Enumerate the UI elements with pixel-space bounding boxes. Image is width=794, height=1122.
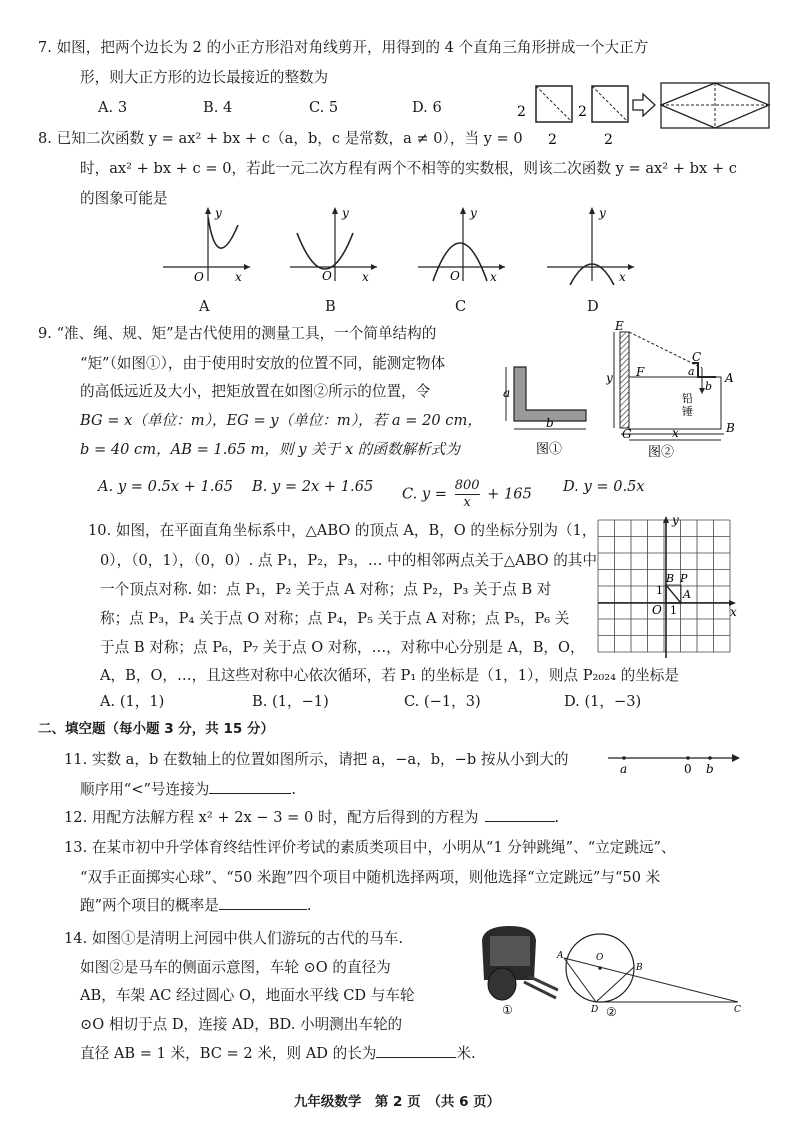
q14-center-dot: [598, 966, 602, 970]
q14-fig1-label: ①: [502, 1003, 513, 1017]
q8c-y-label: y: [470, 206, 477, 220]
q9-pt-a: A: [725, 371, 734, 385]
q14-line5: 直径 AB = 1 米，BC = 2 米，则 AD 的长为: [80, 1045, 377, 1062]
q10-option-d: D. (1，−3): [564, 693, 642, 710]
q9-fig2-y: y: [606, 371, 613, 385]
q9-figure2: [606, 318, 746, 460]
q11-line2-wrap: [80, 778, 296, 799]
q10-line6: A，B，O，…，且这些对称中心依次循环，若 P₁ 的坐标是（1，1），则点 P₂₀₂₄ 的坐标是: [100, 667, 679, 684]
q8d-y-label: y: [599, 206, 606, 220]
q8a-origin-label: O: [194, 270, 204, 284]
q9-line1: 9. “准、绳、规、矩”是古代使用的测量工具，一个简单结构的: [38, 325, 437, 342]
q9-fig2-caption: 图②: [648, 445, 675, 460]
page-footer: 九年级数学 第 2 页 （共 6 页）: [293, 1094, 501, 1110]
q8-graph-c: [415, 205, 510, 285]
q13-answer-blank[interactable]: [219, 895, 307, 910]
q11-line2: 顺序用“<”号连接为: [80, 781, 210, 798]
q13-line1: 13. 在某市初中升学体育终结性评价考试的素质类项目中，小明从“1 分钟跳绳”、“立定跳远”、: [64, 839, 676, 856]
q7-line2: 形，则大正方形的边长最接近的整数为: [80, 69, 329, 86]
q14-pt-o: O: [596, 953, 604, 963]
q9-fig1-caption: 图①: [536, 442, 563, 457]
q9-fig2-x: x: [672, 426, 679, 440]
q8c-y-arrow-icon: [460, 207, 466, 214]
q13-line3-wrap: [80, 894, 311, 915]
q8a-x-label: x: [235, 270, 242, 284]
q14-carriage-shaft-2: [524, 982, 556, 998]
q10-grid-lines: [598, 520, 730, 652]
q10-option-b: B. (1，−1): [252, 693, 329, 710]
q11-number-line: [604, 746, 744, 776]
q14-line2: 如图②是马车的侧面示意图，车轮 ⊙O 的直径为: [80, 959, 391, 976]
q9-figure1: [500, 355, 600, 460]
q14-line5-wrap: [80, 1042, 476, 1063]
q9-plumb-1: 铅: [682, 392, 693, 405]
q7-line1: 7. 如图，把两个边长为 2 的小正方形沿对角线剪开，用得到的 4 个直角三角形拼成一个大正方: [38, 39, 649, 56]
q10-one-y: 1: [656, 584, 663, 597]
q9-option-c: [402, 478, 532, 511]
q11-label-a: a: [620, 762, 628, 776]
q9-pt-e: E: [615, 319, 624, 333]
q8b-x-label: x: [362, 270, 369, 284]
q14-carriage-figure: [472, 918, 562, 1018]
q8-label-c: C: [455, 298, 467, 315]
q9-fig2-a: a: [688, 365, 695, 378]
q8b-origin-label: O: [322, 269, 332, 283]
q10-line2: 0），（0，1），（0，0）. 点 P₁，P₂，P₃，… 中的相邻两点关于△ABO 的其中: [100, 552, 597, 569]
q7-diagonal-1: [536, 86, 572, 122]
q11-line1: 11. 实数 a，b 在数轴上的位置如图所示，请把 a，−a，b，−b 按从小到大的: [64, 751, 569, 768]
q13-line2: “双手正面掷实心球”、“50 米跑”四个项目中随机选择两项，则他选择“立定跳远”与“50 米: [80, 869, 661, 886]
q14-line-bd: [596, 967, 634, 1002]
q10-origin-label: O: [652, 603, 662, 617]
q9-option-c-numerator: 800: [454, 478, 480, 493]
q8-line2: 时，ax² + bx + c = 0，若此一元二次方程有两个不相等的实数根，则该二次函数 y = ax² + bx + c: [80, 160, 737, 177]
q8-label-d: D: [587, 298, 599, 315]
q8b-x-arrow-icon: [371, 264, 377, 270]
q11-label-zero: 0: [684, 762, 692, 776]
q14-wheel-figure: [556, 930, 746, 1020]
q8a-parabola: [208, 217, 238, 248]
section2-title: 二、填空题（每小题 3 分，共 15 分）: [38, 721, 274, 737]
q8a-y-label: y: [215, 206, 222, 220]
q8d-y-arrow-icon: [589, 207, 595, 214]
q13-line3: 跑”两个项目的概率是: [80, 897, 219, 914]
q10-pt-a: A: [683, 588, 691, 601]
q10-one-x: 1: [670, 604, 677, 617]
q8-line3: 的图象可能是: [80, 190, 168, 207]
q9-fig2-b: b: [705, 380, 713, 393]
q7-fig-side-label-1: 2: [517, 104, 526, 120]
q14-end: 米.: [456, 1045, 476, 1062]
q9-option-c-prefix: C. y =: [402, 485, 452, 503]
q14-pt-c: C: [734, 1005, 741, 1015]
q8b-y-label: y: [342, 206, 349, 220]
q7-arrow-icon: [633, 94, 655, 116]
q7-fig-bottom-label-2: 2: [604, 132, 613, 148]
q9-option-c-denominator: x: [463, 495, 471, 510]
q9-line3: 的高低远近及大小，把矩放置在如图②所示的位置，令: [80, 383, 431, 400]
q7-fig-side-label-2: 2: [578, 104, 587, 120]
q8c-parabola: [433, 243, 487, 281]
q10-pt-b: B: [666, 572, 675, 585]
q8b-parabola: [297, 233, 353, 269]
q7-fig-bottom-label-1: 2: [548, 132, 557, 148]
q9-option-c-fraction: [455, 478, 480, 511]
q14-fig2-label: ②: [606, 1005, 617, 1019]
q14-line1: 14. 如图①是清明上河园中供人们游玩的古代的马车.: [64, 930, 403, 947]
q7-option-b: B. 4: [203, 99, 233, 116]
q8b-y-arrow-icon: [332, 207, 338, 214]
q14-pt-a: A: [557, 951, 564, 961]
q9-option-a: A. y = 0.5x + 1.65: [98, 478, 234, 495]
q9-plumb-2: 锤: [682, 405, 693, 418]
q11-answer-blank[interactable]: [209, 779, 291, 794]
q14-line4: ⊙O 相切于点 D，连接 AD，BD. 小明测出车轮的: [80, 1016, 403, 1033]
q11-arrow-icon: [732, 754, 740, 762]
q9-fig1-a-label: a: [503, 386, 511, 400]
q7-option-a: A. 3: [98, 99, 128, 116]
q11-label-b: b: [706, 762, 714, 776]
q12-line-wrap: [64, 806, 559, 827]
q9-line2: “矩”（如图①），由于使用时安放的位置不同，能测定物体: [80, 355, 446, 372]
q8-label-a: A: [199, 298, 210, 315]
q14-carriage-wheel: [488, 968, 516, 1000]
q10-pt-p: P: [680, 572, 688, 585]
q9-ruler-small: [692, 363, 716, 377]
q7-squares-figure: [515, 80, 775, 152]
q9-wall: [620, 332, 629, 428]
q8-graph-a: [160, 205, 255, 285]
q10-line5: 于点 B 对称；点 P₆，P₇ 关于点 O 对称，…，对称中心分别是 A，B，O，: [100, 639, 585, 656]
q7-option-d: D. 6: [412, 99, 442, 116]
q8d-x-label: x: [619, 270, 626, 284]
q8-graph-b: [287, 205, 382, 285]
q9-option-b: B. y = 2x + 1.65: [252, 478, 374, 495]
q10-line1: 10. 如图，在平面直角坐标系中，△ABO 的顶点 A，B，O 的坐标分别为（1，: [88, 522, 597, 539]
q8c-x-label: x: [490, 270, 497, 284]
q9-pt-f: F: [636, 365, 645, 379]
q10-grid-figure: [594, 512, 744, 662]
q9-line5: b = 40 cm，AB = 1.65 m，则 y 关于 x 的函数解析式为: [80, 441, 460, 458]
q11-dot-b: [708, 756, 712, 760]
q14-pt-b: B: [636, 963, 643, 973]
q10-square-outline: [666, 585, 681, 603]
q7-option-c: C. 5: [309, 99, 339, 116]
q9-pt-b: B: [726, 421, 735, 435]
q10-line4: 称；点 P₃，P₄ 关于点 O 对称；点 P₄，P₅ 关于点 A 对称；点 P₅，P₆ 关: [100, 610, 570, 627]
q14-line-ac: [564, 958, 738, 1002]
q9-fig1-b-label: b: [546, 416, 554, 430]
q9-pt-c: C: [692, 350, 702, 364]
q8-label-b: B: [325, 298, 336, 315]
q11-line2-end: .: [291, 781, 296, 798]
q8c-x-arrow-icon: [499, 264, 505, 270]
q9-option-d: D. y = 0.5x: [563, 478, 645, 495]
q10-x-label: x: [730, 605, 737, 619]
q14-line3: AB，车架 AC 经过圆心 O，地面水平线 CD 与车轮: [80, 987, 415, 1004]
q9-l-ruler: [514, 367, 586, 421]
q10-y-arrow-icon: [663, 516, 669, 523]
q12-line1: 12. 用配方法解方程 x² + 2x − 3 = 0 时，配方后得到的方程为: [64, 809, 479, 826]
q14-carriage-window: [490, 936, 530, 966]
q7-diagonal-2: [592, 86, 628, 122]
q12-end: .: [554, 809, 560, 826]
q11-dot-a: [622, 756, 626, 760]
q8d-x-arrow-icon: [628, 264, 634, 270]
q9-option-c-tail: + 165: [487, 485, 532, 503]
q10-option-a: A. (1，1): [100, 693, 165, 710]
q8a-x-arrow-icon: [244, 264, 250, 270]
q14-pt-d: D: [591, 1005, 599, 1015]
q10-option-c: C. (−1，3): [404, 693, 481, 710]
q12-answer-blank[interactable]: [485, 807, 555, 822]
q8a-y-arrow-icon: [205, 207, 211, 214]
q8-line1: 8. 已知二次函数 y = ax² + bx + c（a，b，c 是常数，a ≠ 0），当 y = 0: [38, 130, 523, 147]
q14-answer-blank[interactable]: [376, 1043, 456, 1058]
q9-pt-g: G: [622, 427, 632, 441]
q8-graph-d: [544, 205, 639, 285]
q9-line4: BG = x（单位：m），EG = y（单位：m），若 a = 20 cm，: [80, 412, 482, 429]
q10-y-label: y: [672, 513, 679, 527]
q8c-origin-label: O: [450, 269, 460, 283]
q11-dot-zero: [686, 756, 690, 760]
q13-end: .: [306, 897, 312, 914]
q10-line3: 一个顶点对称. 如：点 P₁，P₂ 关于点 A 对称；点 P₂，P₃ 关于点 B 对: [100, 581, 552, 598]
